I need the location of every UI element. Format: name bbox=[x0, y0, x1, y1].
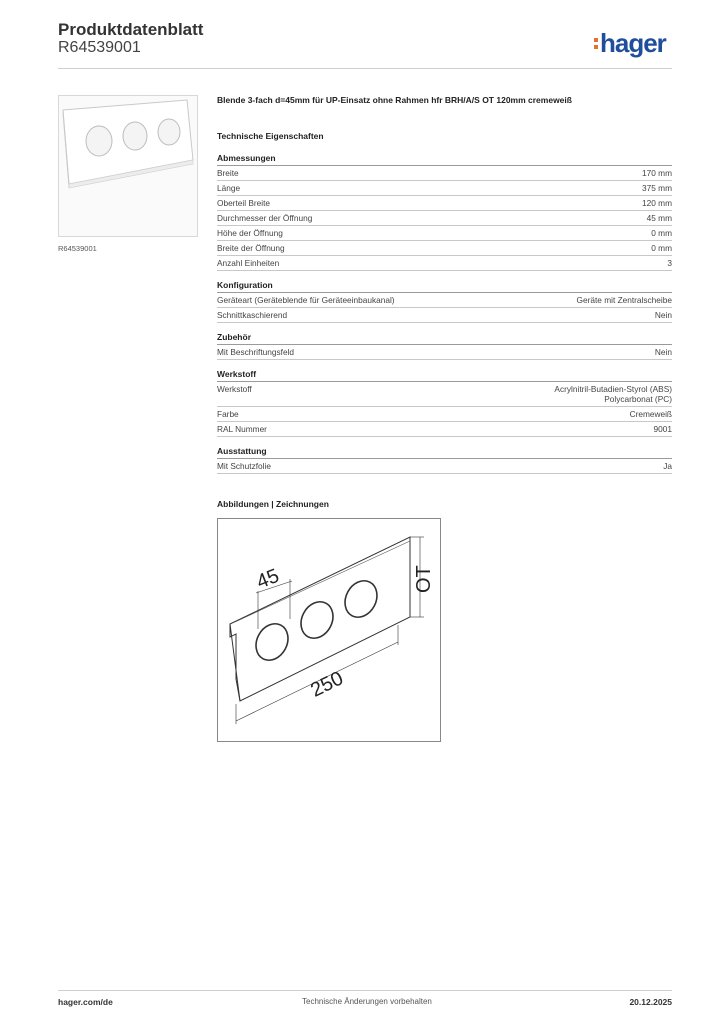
property-value-line: 3 bbox=[667, 258, 672, 268]
section-title: Ausstattung bbox=[217, 446, 672, 459]
property-value bbox=[642, 183, 672, 193]
property-value-line: 9001 bbox=[653, 424, 672, 434]
property-row bbox=[217, 211, 672, 226]
property-value-line: 45 mm bbox=[646, 213, 672, 223]
technical-drawing bbox=[217, 518, 441, 742]
property-value-line: 0 mm bbox=[651, 228, 672, 238]
property-row bbox=[217, 293, 672, 308]
property-value bbox=[577, 295, 672, 305]
property-value bbox=[651, 228, 672, 238]
property-value bbox=[647, 213, 672, 223]
property-label: Schnittkaschierend bbox=[217, 310, 288, 320]
property-value-line: 170 mm bbox=[642, 168, 672, 178]
property-row bbox=[217, 382, 672, 407]
property-value-line: 375 mm bbox=[642, 183, 672, 193]
property-label: Länge bbox=[217, 183, 241, 193]
property-row bbox=[217, 181, 672, 196]
section-title: Zubehör bbox=[217, 332, 672, 345]
section-3 bbox=[217, 369, 672, 437]
property-label: Anzahl Einheiten bbox=[217, 258, 280, 268]
property-value-line: 0 mm bbox=[651, 243, 672, 253]
property-value bbox=[667, 258, 672, 268]
property-label: Mit Beschriftungsfeld bbox=[217, 347, 295, 357]
property-value-line: Acrylnitril-Butadien-Styrol (ABS) bbox=[554, 384, 672, 394]
property-row bbox=[217, 226, 672, 241]
section-0 bbox=[217, 153, 672, 271]
product-thumbnail bbox=[58, 95, 198, 237]
thumbnail-caption: R64539001 bbox=[58, 244, 97, 253]
property-row bbox=[217, 345, 672, 360]
property-value-line: Nein bbox=[654, 347, 672, 357]
property-label: Geräteart (Geräteblende für Geräteeinbaukanal) bbox=[217, 295, 395, 305]
section-title: Abmessungen bbox=[217, 153, 672, 166]
property-label: RAL Nummer bbox=[217, 424, 267, 434]
property-value bbox=[654, 424, 672, 434]
property-label: Werkstoff bbox=[217, 384, 252, 394]
property-row bbox=[217, 459, 672, 474]
product-code: R64539001 bbox=[58, 39, 141, 56]
logo-text: hager bbox=[600, 28, 666, 58]
property-label: Mit Schutzfolie bbox=[217, 461, 271, 471]
footer-disclaimer: Technische Änderungen vorbehalten bbox=[302, 997, 432, 1006]
property-value-line: Cremeweiß bbox=[629, 409, 672, 419]
property-value-line: Polycarbonat (PC) bbox=[604, 394, 672, 404]
property-label: Breite bbox=[217, 168, 239, 178]
product-image-icon bbox=[59, 96, 197, 236]
property-value-line: Nein bbox=[654, 310, 672, 320]
property-label: Höhe der Öffnung bbox=[217, 228, 283, 238]
property-value bbox=[655, 347, 672, 357]
footer-divider bbox=[58, 990, 672, 991]
property-label: Farbe bbox=[217, 409, 239, 419]
product-details bbox=[217, 95, 672, 483]
footer-date: 20.12.2025 bbox=[629, 997, 672, 1007]
dim-length-label: 250 bbox=[307, 667, 347, 702]
property-row bbox=[217, 422, 672, 437]
dimension-drawing-icon bbox=[218, 519, 440, 741]
section-title: Werkstoff bbox=[217, 369, 672, 382]
product-title: Blende 3-fach d=45mm für UP-Einsatz ohne Rahmen hfr BRH/A/S OT 120mm cremeweiß bbox=[217, 95, 572, 105]
property-label: Durchmesser der Öffnung bbox=[217, 213, 313, 223]
property-row bbox=[217, 256, 672, 271]
header-divider bbox=[58, 68, 672, 69]
property-label: Oberteil Breite bbox=[217, 198, 271, 208]
property-value bbox=[663, 461, 672, 471]
logo-dots-icon bbox=[594, 38, 598, 49]
property-label: Breite der Öffnung bbox=[217, 243, 285, 253]
property-value-line: 120 mm bbox=[642, 198, 672, 208]
property-value bbox=[642, 168, 672, 178]
property-value bbox=[655, 310, 672, 320]
hager-logo[interactable] bbox=[594, 28, 666, 59]
property-value bbox=[651, 243, 672, 253]
property-row bbox=[217, 308, 672, 323]
property-value-line: Ja bbox=[663, 461, 672, 471]
section-2 bbox=[217, 332, 672, 360]
property-row bbox=[217, 407, 672, 422]
property-row bbox=[217, 241, 672, 256]
section-1 bbox=[217, 280, 672, 323]
section-title: Konfiguration bbox=[217, 280, 672, 293]
property-value bbox=[630, 409, 672, 419]
page-title: Produktdatenblatt bbox=[58, 20, 204, 39]
dim-diameter-label: 45 bbox=[253, 564, 283, 594]
property-value-line: Geräte mit Zentralscheibe bbox=[576, 295, 672, 305]
tech-properties-heading: Technische Eigenschaften bbox=[217, 131, 324, 141]
property-row bbox=[217, 166, 672, 181]
property-value bbox=[554, 384, 672, 404]
footer-website-link[interactable]: hager.com/de bbox=[58, 997, 113, 1007]
dim-height-label: OT bbox=[413, 565, 435, 593]
images-heading: Abbildungen | Zeichnungen bbox=[217, 499, 329, 509]
property-value bbox=[642, 198, 672, 208]
section-4 bbox=[217, 446, 672, 474]
property-row bbox=[217, 196, 672, 211]
property-sections bbox=[217, 153, 672, 474]
